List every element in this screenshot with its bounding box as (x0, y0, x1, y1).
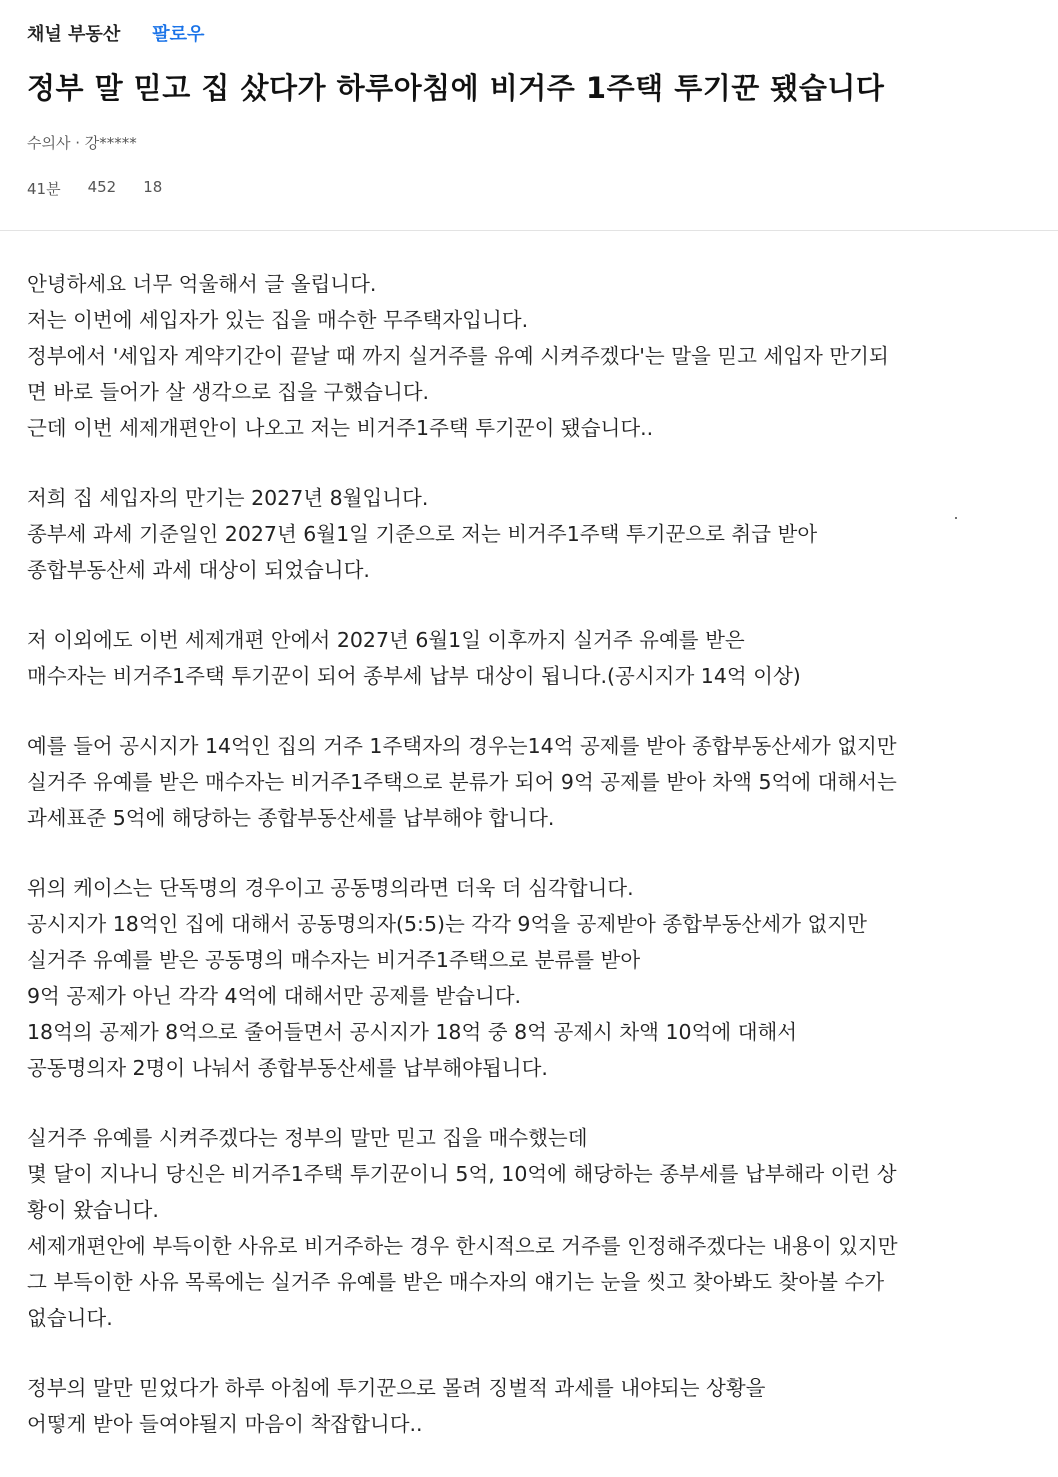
body-line: 18억의 공제가 8억으로 줄어들면서 공시지가 18억 중 8억 공제시 차액 10억에 대해서 (27, 1020, 798, 1044)
follow-button[interactable]: 팔로우 (152, 20, 204, 46)
body-line: 몇 달이 지나니 당신은 비거주1주택 투기꾼이니 5억, 10억에 해당하는 종부세를 납부해라 이런 상 (27, 1162, 897, 1186)
body-line: 공시지가 18억인 집에 대해서 공동명의자(5:5)는 각각 9억을 공제받아 종합부동산세가 없지만 (27, 912, 867, 936)
header-divider (0, 230, 1058, 231)
body-line: 저 이외에도 이번 세제개편 안에서 2027년 6월1일 이후까지 실거주 유예를 받은 (27, 628, 745, 652)
post-header (0, 0, 1058, 230)
paragraph-spacer (27, 1336, 1037, 1370)
body-line: 근데 이번 세제개편안이 나오고 저는 비거주1주택 투기꾼이 됐습니다.. (27, 416, 654, 440)
body-paragraph (27, 480, 1037, 588)
view-count: 452 (87, 178, 117, 196)
paragraph-spacer (27, 694, 1037, 728)
body-line: 공동명의자 2명이 나눠서 종합부동산세를 납부해야됩니다. (27, 1056, 548, 1080)
body-line: 위의 케이스는 단독명의 경우이고 공동명의라면 더욱 더 심각합니다. (27, 876, 634, 900)
body-paragraph (27, 622, 1037, 694)
body-line: 매수자는 비거주1주택 투기꾼이 되어 종부세 납부 대상이 됩니다.(공시지가 14억 이상) (27, 664, 801, 688)
body-paragraph (27, 870, 1037, 1086)
body-line: 실거주 유예를 받은 매수자는 비거주1주택으로 분류가 되어 9억 공제를 받아 차액 5억에 대해서는 (27, 770, 897, 794)
paragraph-spacer (27, 836, 1037, 870)
channel-name[interactable]: 채널 부동산 (27, 24, 121, 45)
body-line: 세제개편안에 부득이한 사유로 비거주하는 경우 한시적으로 거주를 인정해주겠다는 내용이 있지만 (27, 1234, 898, 1258)
body-line: 실거주 유예를 시켜주겠다는 정부의 말만 믿고 집을 매수했는데 (27, 1126, 588, 1150)
body-line: 황이 왔습니다. (27, 1198, 159, 1222)
body-paragraph (27, 1370, 1037, 1442)
body-line: 실거주 유예를 받은 공동명의 매수자는 비거주1주택으로 분류를 받아 (27, 948, 641, 972)
body-line: 없습니다. (27, 1306, 113, 1330)
author-info: 수의사 · 강***** (27, 134, 137, 152)
body-line: 종합부동산세 과세 대상이 되었습니다. (27, 558, 370, 582)
post-body (27, 266, 1037, 1442)
body-line: 저희 집 세입자의 만기는 2027년 8월입니다. (27, 486, 429, 510)
body-line: 저는 이번에 세입자가 있는 집을 매수한 무주택자입니다. (27, 308, 529, 332)
body-paragraph (27, 1120, 1037, 1336)
post-title: 정부 말 믿고 집 샀다가 하루아침에 비거주 1주택 투기꾼 됐습니다 (27, 71, 885, 105)
body-line: 정부에서 '세입자 계약기간이 끝날 때 까지 실거주를 유예 시켜주겠다'는 말을 믿고 세입자 만기되 (27, 344, 889, 368)
body-line: 정부의 말만 믿었다가 하루 아침에 투기꾼으로 몰려 징벌적 과세를 내야되는 상황을 (27, 1376, 766, 1400)
paragraph-spacer (27, 446, 1037, 480)
body-line: 안녕하세요 너무 억울해서 글 올립니다. (27, 272, 377, 296)
body-line: 종부세 과세 기준일인 2027년 6월1일 기준으로 저는 비거주1주택 투기꾼으로 취급 받아 (27, 522, 818, 546)
paragraph-spacer (27, 1086, 1037, 1120)
body-line: 어떻게 받아 들여야될지 마음이 착잡합니다.. (27, 1412, 423, 1436)
body-line: 예를 들어 공시지가 14억인 집의 거주 1주택자의 경우는14억 공제를 받아 종합부동산세가 없지만 (27, 734, 897, 758)
body-paragraph (27, 728, 1037, 836)
body-paragraph (27, 266, 1037, 446)
paragraph-spacer (27, 588, 1037, 622)
channel-row (27, 18, 204, 48)
body-line: 과세표준 5억에 해당하는 종합부동산세를 납부해야 합니다. (27, 806, 555, 830)
post-time: 41분 (27, 180, 61, 198)
body-line: 9억 공제가 아닌 각각 4억에 대해서만 공제를 받습니다. (27, 984, 522, 1008)
post-stats (27, 178, 189, 199)
body-line: 면 바로 들어가 살 생각으로 집을 구했습니다. (27, 380, 430, 404)
stray-dot (955, 517, 957, 519)
comment-count: 18 (143, 178, 163, 196)
body-line: 그 부득이한 사유 목록에는 실거주 유예를 받은 매수자의 얘기는 눈을 씻고 찾아봐도 찾아볼 수가 (27, 1270, 885, 1294)
